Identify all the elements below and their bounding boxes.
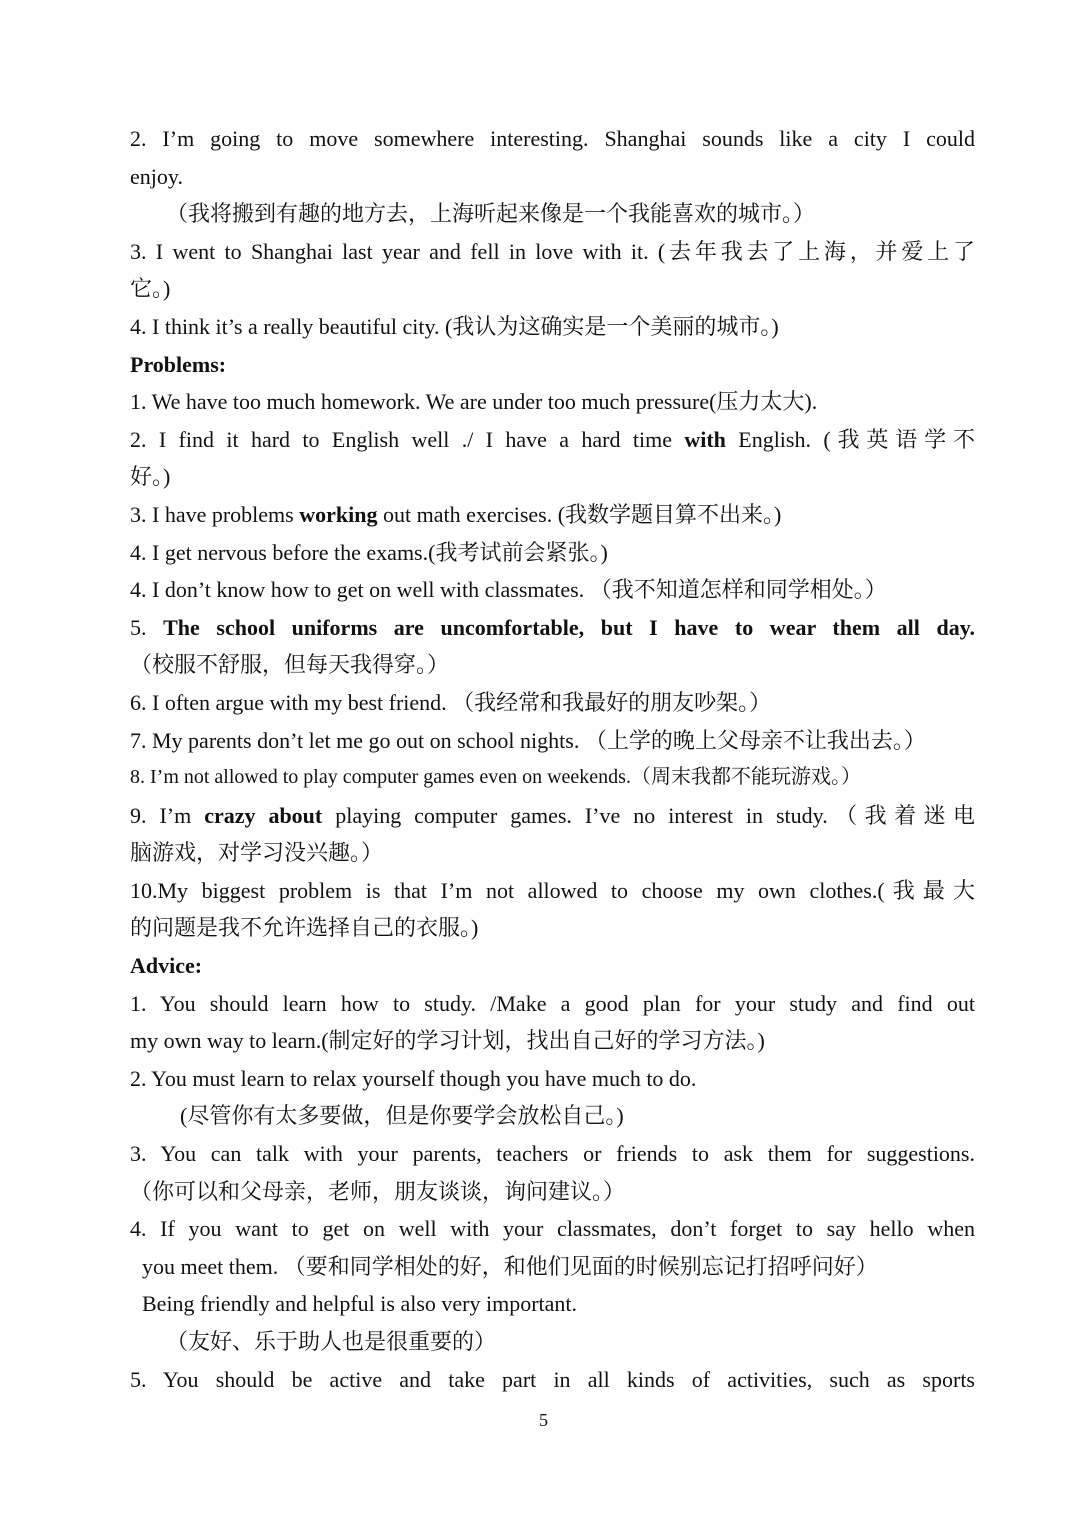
problem-item: 5. The school uniforms are uncomfortable, but I have to wear them all day. bbox=[130, 614, 976, 640]
problem-item: 2. I find it hard to English well ./ I have a hard time with English. (我英语学不 bbox=[130, 426, 975, 452]
section-heading-problems: Problems: bbox=[130, 351, 227, 377]
problem-item: 6. I often argue with my best friend. （我经常和我最好的朋友吵架。） bbox=[130, 689, 772, 715]
section-heading-advice: Advice: bbox=[130, 953, 203, 979]
translation-line: （我将搬到有趣的地方去，上海听起来像是一个我能喜欢的城市。） bbox=[166, 201, 816, 227]
text-line: 4. I think it’s a really beautiful city. (我认为这确实是一个美丽的城市。) bbox=[130, 313, 779, 339]
problem-item: 1. We have too much homework. We are under too much pressure(压力太大). bbox=[130, 389, 818, 415]
advice-item: 5. You should be active and take part in all kinds of activities, such as sports bbox=[130, 1366, 975, 1392]
advice-item-cont: (尽管你有太多要做，但是你要学会放松自己。) bbox=[180, 1103, 624, 1129]
advice-item-cont: （友好、乐于助人也是很重要的） bbox=[166, 1329, 497, 1354]
problem-item: 10.My biggest problem is that I’m not allowed to choose my own clothes.(我最大 bbox=[130, 877, 975, 903]
text-line: 3. I went to Shanghai last year and fell in love with it. (去年我去了上海，并爱上了 bbox=[130, 238, 975, 264]
page-number: 5 bbox=[539, 1410, 548, 1430]
advice-item-cont: my own way to learn.(制定好的学习计划，找出自己好的学习方法。) bbox=[130, 1028, 765, 1054]
advice-item: 3. You can talk with your parents, teachers or friends to ask them for suggestions. bbox=[130, 1141, 975, 1167]
problem-item: 8. I’m not allowed to play computer games even on weekends.（周末我都不能玩游戏。） bbox=[130, 766, 861, 789]
advice-item: 1. You should learn how to study. /Make a good plan for your study and find out bbox=[130, 990, 975, 1016]
advice-item-cont: （你可以和父母亲，老师，朋友谈谈，询问建议。） bbox=[130, 1178, 626, 1204]
document-body bbox=[130, 120, 975, 1398]
text-line: 2. I’m going to move somewhere interesting. Shanghai sounds like a city I could bbox=[130, 126, 975, 151]
problem-item-cont: 好。) bbox=[130, 464, 171, 490]
problem-item-cont: 脑游戏，对学习没兴趣。） bbox=[130, 840, 384, 866]
problem-item: 7. My parents don’t let me go out on school nights. （上学的晚上父母亲不让我出去。） bbox=[130, 727, 926, 753]
advice-item: 4. If you want to get on well with your classmates, don’t forget to say hello when bbox=[130, 1216, 975, 1242]
problem-item: 4. I don’t know how to get on well with classmates. （我不知道怎样和同学相处。） bbox=[130, 577, 887, 603]
advice-item: 2. You must learn to relax yourself though you have much to do. bbox=[130, 1065, 697, 1091]
problem-item: 9. I’m crazy about playing computer games. I’ve no interest in study.（我着迷电 bbox=[130, 802, 976, 828]
advice-item-cont: you meet them. （要和同学相处的好，和他们见面的时候别忘记打招呼问好） bbox=[142, 1253, 878, 1279]
problem-item: 4. I get nervous before the exams.(我考试前会紧张。) bbox=[130, 539, 608, 565]
advice-item-cont: Being friendly and helpful is also very important. bbox=[142, 1291, 578, 1317]
text-line: 它。) bbox=[130, 276, 171, 302]
problem-item: 3. I have problems working out math exercises. (我数学题目算不出来。) bbox=[130, 501, 782, 527]
problem-item-cont: 的问题是我不允许选择自己的衣服。) bbox=[130, 915, 479, 941]
text-line: enjoy. bbox=[130, 163, 183, 189]
problem-item-cont: （校服不舒服，但每天我得穿。） bbox=[130, 652, 450, 678]
